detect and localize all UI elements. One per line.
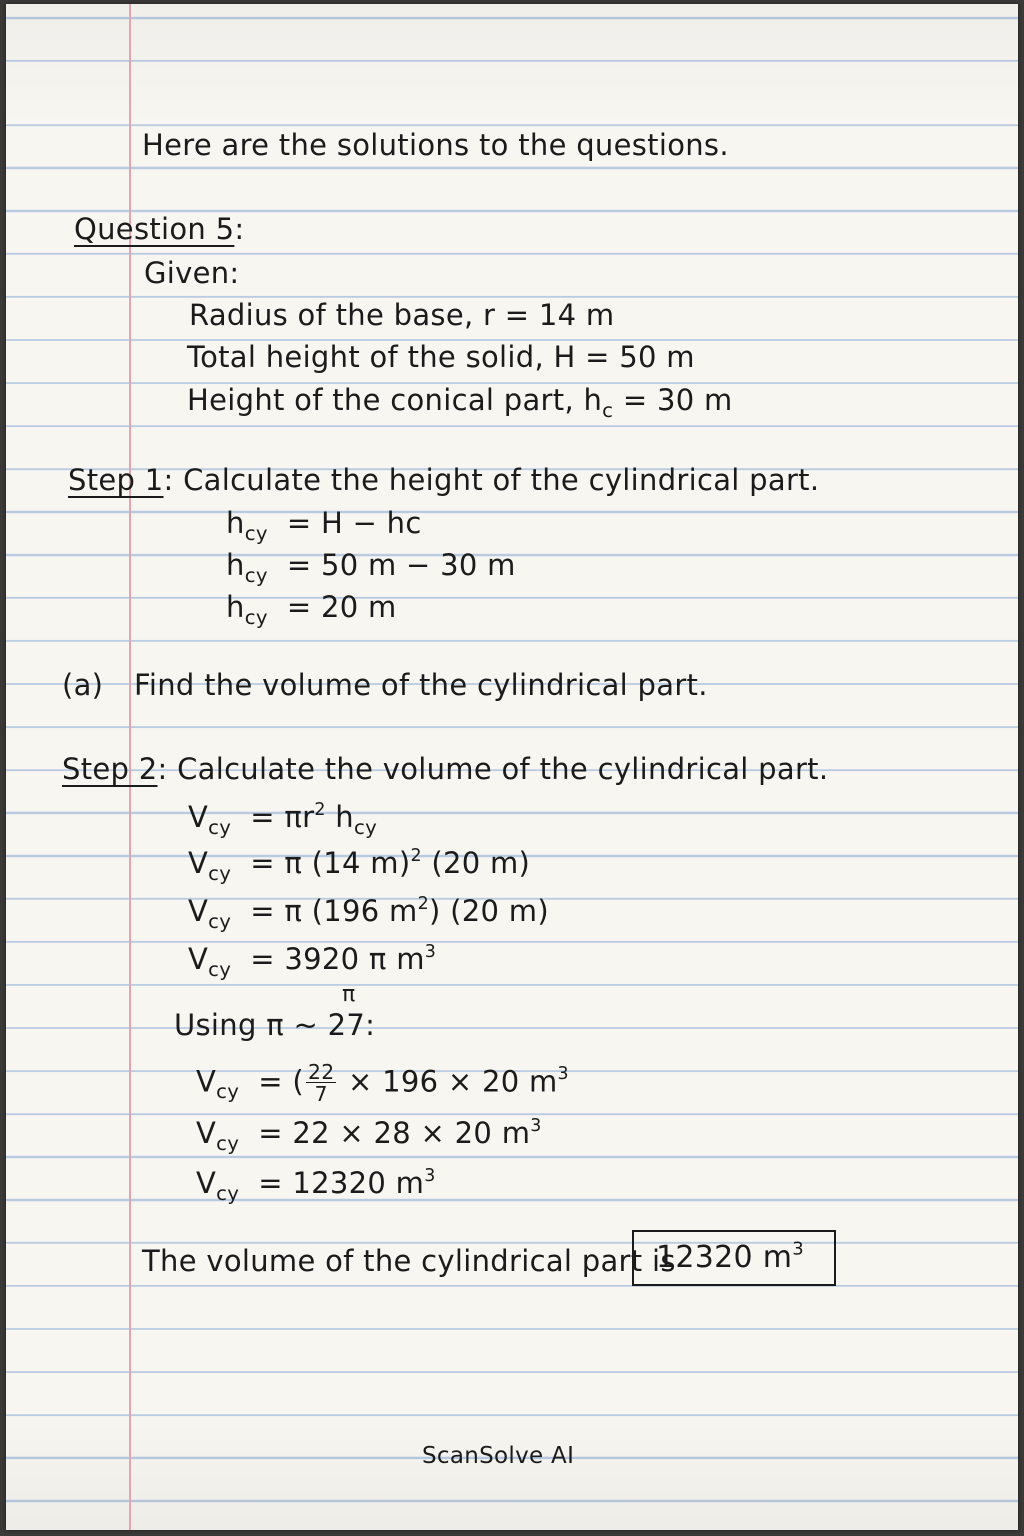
- intro-text: Here are the solutions to the questions.: [142, 128, 729, 162]
- answer-value: [656, 1240, 804, 1275]
- eq1-subscript: cy: [353, 815, 378, 839]
- step1-eq1: [226, 506, 422, 545]
- eq5-exponent: 3: [557, 1064, 569, 1085]
- pi-annotation: π: [342, 982, 356, 1007]
- eq6-exponent: 3: [530, 1115, 542, 1136]
- eq2-exponent: 2: [410, 845, 422, 866]
- using-text: Using π ~ 2: [174, 1008, 347, 1042]
- given-cone-height-value: = 30 m: [613, 383, 733, 417]
- part-a-text: Find the volume of the cylindrical part.: [134, 668, 708, 702]
- fraction-22-7: [306, 1062, 336, 1105]
- step2-eq1: [188, 799, 378, 839]
- eq4-exponent: 3: [424, 941, 437, 962]
- step1-eq2-rhs: = 50 m − 30 m: [286, 548, 516, 582]
- question-colon: :: [234, 212, 245, 246]
- answer-number: 12320 m: [656, 1240, 793, 1275]
- eq3-exponent: 2: [417, 893, 429, 914]
- v-subscript: cy: [216, 1080, 240, 1104]
- h-symbol: h: [226, 506, 245, 540]
- using-frac-tail: 7: [346, 1008, 366, 1042]
- question-title: Question 5: [74, 212, 235, 246]
- v-symbol: V: [188, 942, 209, 976]
- eq6-part-a: = 22 × 28 × 20 m: [258, 1116, 531, 1150]
- v-subscript: cy: [216, 1131, 240, 1155]
- question-heading: [74, 212, 244, 246]
- eq5-part-a: = (: [258, 1064, 305, 1099]
- eq2-part-a: = π (14 m): [250, 846, 411, 880]
- given-label: Given:: [144, 256, 240, 290]
- v-symbol: V: [196, 1116, 217, 1150]
- step2-eq6: [196, 1115, 542, 1155]
- h-subscript: cy: [244, 521, 268, 545]
- eq7-exponent: 3: [424, 1165, 436, 1186]
- step2-eq2: [188, 845, 531, 885]
- answer-exponent: 3: [792, 1238, 805, 1260]
- v-subscript: cy: [208, 815, 232, 839]
- v-symbol: V: [188, 894, 209, 928]
- eq2-part-b: (20 m): [421, 846, 531, 880]
- h-subscript: cy: [244, 563, 268, 587]
- h-symbol: h: [226, 590, 245, 624]
- eq3-part-a: = π (196 m: [250, 894, 418, 928]
- given-cone-height: [187, 383, 733, 422]
- eq7-part-a: = 12320 m: [258, 1166, 425, 1200]
- step2-text: : Calculate the volume of the cylindrical part.: [157, 752, 829, 786]
- v-symbol: V: [188, 846, 209, 880]
- v-subscript: cy: [216, 1181, 240, 1205]
- given-radius: Radius of the base, r = 14 m: [189, 298, 615, 332]
- eq1-exponent: 2: [314, 799, 326, 820]
- v-subscript: cy: [208, 861, 232, 885]
- fraction-numerator: 22: [308, 1060, 335, 1084]
- h-subscript: cy: [244, 605, 268, 629]
- step1-eq3-rhs: = 20 m: [286, 590, 397, 624]
- v-subscript: cy: [208, 909, 232, 933]
- eq3-part-b: ) (20 m): [429, 894, 549, 928]
- given-total-height: Total height of the solid, H = 50 m: [187, 340, 695, 374]
- conclusion-text: The volume of the cylindrical part is: [142, 1244, 676, 1278]
- v-symbol: V: [188, 800, 209, 834]
- eq1-part-a: = πr: [250, 800, 315, 834]
- given-cone-height-label: Height of the conical part, h: [187, 383, 603, 417]
- using-pi-line: [174, 1008, 375, 1042]
- step1-eq2: [226, 548, 516, 587]
- footer-brand: ScanSolve AI: [422, 1443, 575, 1469]
- step2-eq5: [196, 1062, 569, 1105]
- eq1-part-b: h: [325, 800, 354, 834]
- v-subscript: cy: [208, 957, 232, 981]
- v-symbol: V: [196, 1064, 217, 1099]
- step2-eq4: [188, 941, 437, 981]
- using-colon: :: [365, 1008, 376, 1042]
- part-a-label: (a): [62, 668, 104, 702]
- step1-text: : Calculate the height of the cylindrical part.: [163, 463, 820, 497]
- h-symbol: h: [226, 548, 245, 582]
- fraction-denominator: 7: [314, 1082, 328, 1107]
- step2-label: Step 2: [62, 752, 158, 786]
- step1-eq1-rhs: = H − hc: [286, 506, 422, 540]
- step2-eq7: [196, 1165, 436, 1205]
- v-symbol: V: [196, 1166, 217, 1200]
- step2-heading: [62, 752, 828, 786]
- step2-eq3: [188, 893, 549, 933]
- step1-eq3: [226, 590, 397, 629]
- step1-heading: [68, 463, 819, 497]
- step1-label: Step 1: [68, 463, 164, 497]
- eq5-part-b: × 196 × 20 m: [338, 1064, 558, 1099]
- given-cone-height-sub: c: [602, 398, 614, 422]
- eq4-part-a: = 3920 π m: [250, 942, 425, 976]
